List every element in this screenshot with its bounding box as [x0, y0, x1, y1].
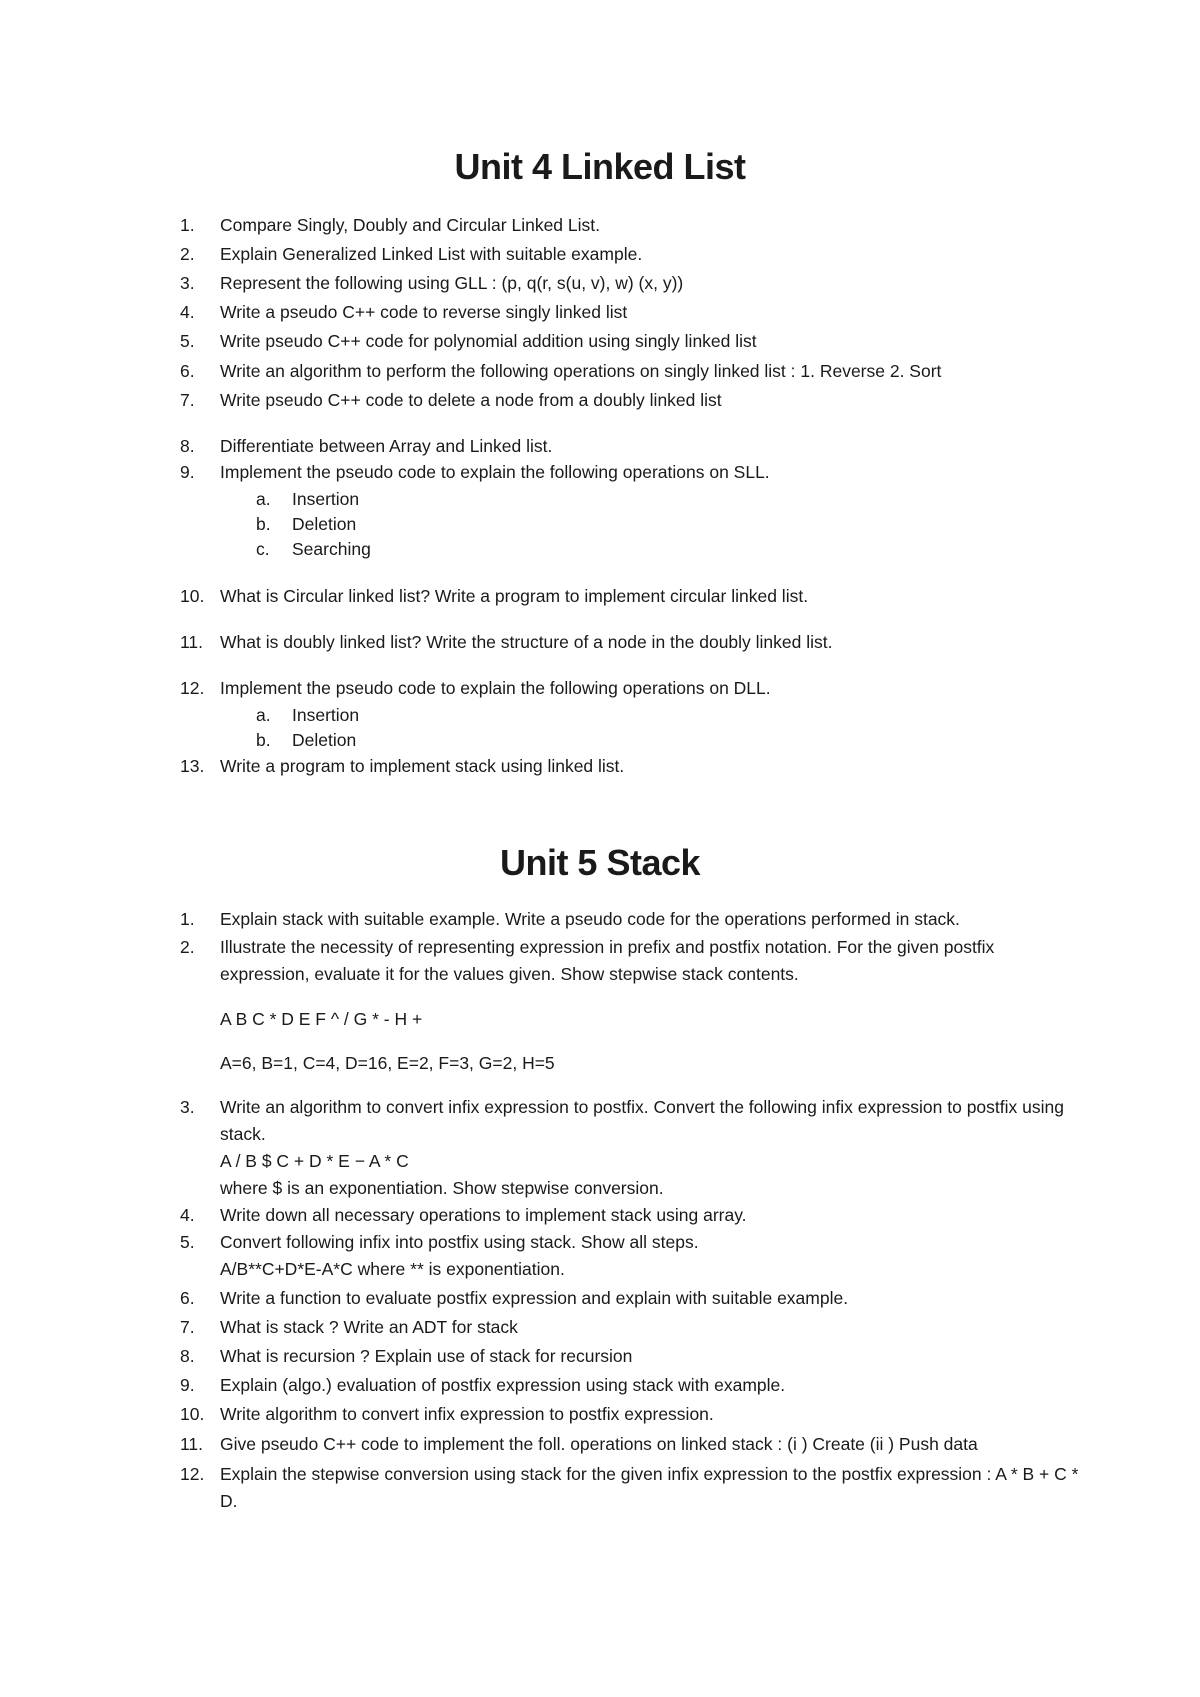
question-text: Write down all necessary operations to implement stack using array.: [220, 1205, 747, 1225]
question-number: 4.: [180, 302, 195, 322]
unit5-q5-expression: A/B**C+D*E-A*C where ** is exponentiation.: [220, 1259, 565, 1279]
question-number: 11.: [180, 632, 204, 652]
question-text: Write algorithm to convert infix expression to postfix expression.: [220, 1404, 714, 1424]
item-text: Deletion: [292, 730, 357, 750]
question-number: 9.: [180, 462, 195, 482]
item-letter: a.: [256, 705, 271, 725]
question-text: Write a function to evaluate postfix expression and explain with suitable example.: [220, 1288, 849, 1308]
item-text: Insertion: [292, 489, 360, 509]
question-number: 13.: [180, 756, 205, 776]
question-number: 5.: [180, 331, 195, 351]
question-number: 2.: [180, 244, 195, 264]
unit5-q3-note: where $ is an exponentiation. Show stepwise conversion.: [220, 1178, 664, 1198]
question-number: 12.: [180, 678, 205, 698]
unit5-q3-expression: A / B $ C + D * E − A * C: [220, 1151, 409, 1171]
question-number: 3.: [180, 273, 195, 293]
question-text: Implement the pseudo code to explain the following operations on SLL.: [220, 462, 770, 482]
question-number: 12.: [180, 1464, 205, 1484]
unit5-title: Unit 5 Stack: [499, 842, 701, 883]
question-number: 1.: [180, 215, 195, 235]
item-letter: a.: [256, 489, 271, 509]
question-text: Implement the pseudo code to explain the following operations on DLL.: [220, 678, 771, 698]
item-letter: c.: [256, 539, 270, 559]
question-number: 7.: [180, 1317, 195, 1337]
question-number: 8.: [180, 436, 195, 456]
question-text: Represent the following using GLL : (p, q(r, s(u, v), w) (x, y)): [220, 273, 684, 293]
question-number: 11.: [180, 1434, 204, 1454]
question-number: 6.: [180, 1288, 195, 1308]
question-number: 8.: [180, 1346, 195, 1366]
question-text: Write an algorithm to convert infix expression to postfix. Convert the following infix expression to postfix using stack.: [220, 1097, 1064, 1144]
unit5-q2-expression: A B C * D E F ^ / G * - H +: [220, 1009, 423, 1029]
question-number: 1.: [180, 909, 195, 929]
question-text: Write a program to implement stack using linked list.: [220, 756, 625, 776]
question-text: Explain stack with suitable example. Write a pseudo code for the operations performed in stack.: [220, 909, 960, 929]
question-number: 10.: [180, 1404, 205, 1424]
question-text: Write an algorithm to perform the following operations on singly linked list : 1. Reverse 2. Sort: [220, 361, 942, 381]
question-text: Write a pseudo C++ code to reverse singly linked list: [220, 302, 628, 322]
item-text: Deletion: [292, 514, 357, 534]
question-text: Differentiate between Array and Linked list.: [220, 436, 553, 456]
question-number: 9.: [180, 1375, 195, 1395]
question-text: What is stack ? Write an ADT for stack: [220, 1317, 518, 1337]
question-number: 7.: [180, 390, 195, 410]
question-number: 6.: [180, 361, 195, 381]
question-text: What is recursion ? Explain use of stack for recursion: [220, 1346, 633, 1366]
question-text: Compare Singly, Doubly and Circular Linked List.: [220, 215, 600, 235]
item-letter: b.: [256, 730, 271, 750]
question-number: 3.: [180, 1097, 195, 1117]
item-text: Insertion: [292, 705, 360, 725]
unit4-title: Unit 4 Linked List: [454, 146, 746, 187]
question-text: Give pseudo C++ code to implement the foll. operations on linked stack : (i ) Create (ii ) Push data: [220, 1434, 978, 1454]
unit5-q2-values: A=6, B=1, C=4, D=16, E=2, F=3, G=2, H=5: [220, 1053, 555, 1073]
question-text: Explain Generalized Linked List with suitable example.: [220, 244, 643, 264]
question-text: Explain (algo.) evaluation of postfix expression using stack with example.: [220, 1375, 786, 1395]
item-letter: b.: [256, 514, 271, 534]
question-text: Illustrate the necessity of representing expression in prefix and postfix notation. For the given postfix expression, evaluate it for the values given. Show stepwise stack contents.: [220, 937, 995, 984]
question-text: Write pseudo C++ code for polynomial addition using singly linked list: [220, 331, 757, 351]
question-text: Explain the stepwise conversion using stack for the given infix expression to the postfix expression : A * B + C * D.: [220, 1464, 1079, 1511]
question-text: What is doubly linked list? Write the structure of a node in the doubly linked list.: [220, 632, 833, 652]
question-number: 5.: [180, 1232, 195, 1252]
question-text: Write pseudo C++ code to delete a node from a doubly linked list: [220, 390, 722, 410]
question-text: Convert following infix into postfix using stack. Show all steps.: [220, 1232, 699, 1252]
item-text: Searching: [292, 539, 371, 559]
question-number: 2.: [180, 937, 195, 957]
question-number: 10.: [180, 586, 205, 606]
question-text: What is Circular linked list? Write a program to implement circular linked list.: [220, 586, 809, 606]
question-number: 4.: [180, 1205, 195, 1225]
